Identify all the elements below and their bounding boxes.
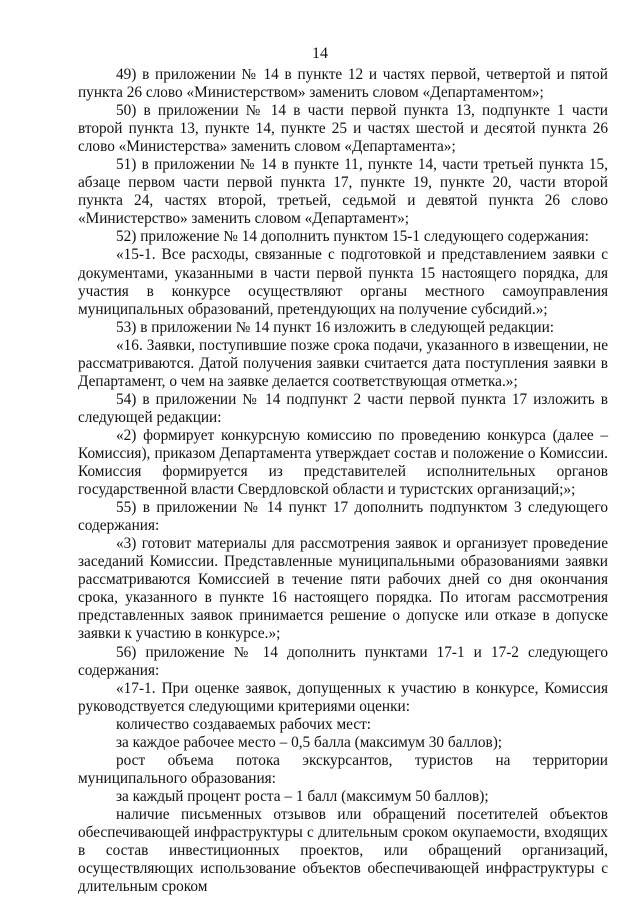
- paragraph-16: «16. Заявки, поступившие позже срока подачи, указанного в извещении, не рассматриваются. Датой получения заявки считается дата поступления заявки в Департамент, о чем на заявке делается соответствующая отметка.»;: [78, 336, 608, 390]
- paragraph-56: 56) приложение № 14 дополнить пунктами 17-1 и 17-2 следующего содержания:: [78, 643, 608, 679]
- criterion-jobs: количество создаваемых рабочих мест:: [116, 715, 372, 733]
- paragraph-15-1: «15-1. Все расходы, связанные с подготовкой и представлением заявки с документами, указанными в части первой пункта 15 настоящего порядка, для участия в конкурсе осуществляют органы местного самоуправления муниципальных образований, претендующих на получение субсидий.»;: [78, 246, 608, 318]
- criterion-tourist-flow-score: за каждый процент роста – 1 балл (максимум 50 баллов);: [116, 787, 489, 805]
- criterion-tourist-flow: рост объема потока экскурсантов, туристов на территории муниципального образования:: [78, 751, 608, 787]
- paragraph-53: 53) в приложении № 14 пункт 16 изложить в следующей редакции:: [116, 318, 555, 336]
- paragraph-subpoint-2: «2) формирует конкурсную комиссию по проведению конкурса (далее – Комиссия), приказом Департамента утверждает состав и положение о Комиссии. Комиссия формируется из представителей исполнительных органов государственной власти Свердловской области и туристских организаций;»;: [78, 426, 608, 499]
- paragraph-50: 50) в приложении № 14 в части первой пункта 13, подпункте 1 части второй пункта 13, пункте 14, пункте 25 и частях шестой и десятой пункта 26 слово «Министерства» заменить словом «Департамента»;: [78, 102, 608, 156]
- document-body: [78, 66, 608, 896]
- paragraph-54: 54) в приложении № 14 подпункт 2 части первой пункта 17 изложить в следующей редакции:: [78, 390, 608, 426]
- paragraph-subpoint-3: «3) готовит материалы для рассмотрения заявок и организует проведение заседаний Комиссии. Представленные муниципальными образованиями заявки рассматриваются Комиссией в течение пяти рабочих дней со дня окончания срока, указанного в пункте 16 настоящего порядка. По итогам рассмотрения представленных заявок принимается решение о допуске или отказе в допуске заявки к участию в конкурсе.»;: [78, 535, 608, 643]
- paragraph-49: 49) в приложении № 14 в пункте 12 и частях первой, четвертой и пятой пункта 26 слово «Министерством» заменить словом «Департаментом»;: [78, 66, 608, 102]
- paragraph-51: 51) в приложении № 14 в пункте 11, пункте 14, части третьей пункта 15, абзаце первом части первой пункта 17, пункте 19, пункте 20, части второй пункта 24, частях второй, третьей, седьмой и девятой пункта 26 слово «Министерство» заменить словом «Департамент»;: [78, 156, 608, 228]
- paragraph-17-1: «17-1. При оценке заявок, допущенных к участию в конкурсе, Комиссия руководствуется следующими критериями оценки:: [78, 679, 608, 715]
- page-number: 14: [312, 45, 328, 62]
- criterion-feedback: наличие письменных отзывов или обращений посетителей объектов обеспечивающей инфраструктуры с длительным сроком окупаемости, входящих в состав инвестиционных проектов, или обращений организаций, осуществляющих использование объектов обеспечивающей инфраструктуры с длительным сроком: [78, 805, 608, 896]
- paragraph-55: 55) в приложении № 14 пункт 17 дополнить подпунктом 3 следующего содержания:: [78, 499, 608, 535]
- paragraph-52: 52) приложение № 14 дополнить пунктом 15-1 следующего содержания:: [116, 228, 589, 246]
- criterion-jobs-score: за каждое рабочее место – 0,5 балла (максимум 30 баллов);: [116, 733, 503, 751]
